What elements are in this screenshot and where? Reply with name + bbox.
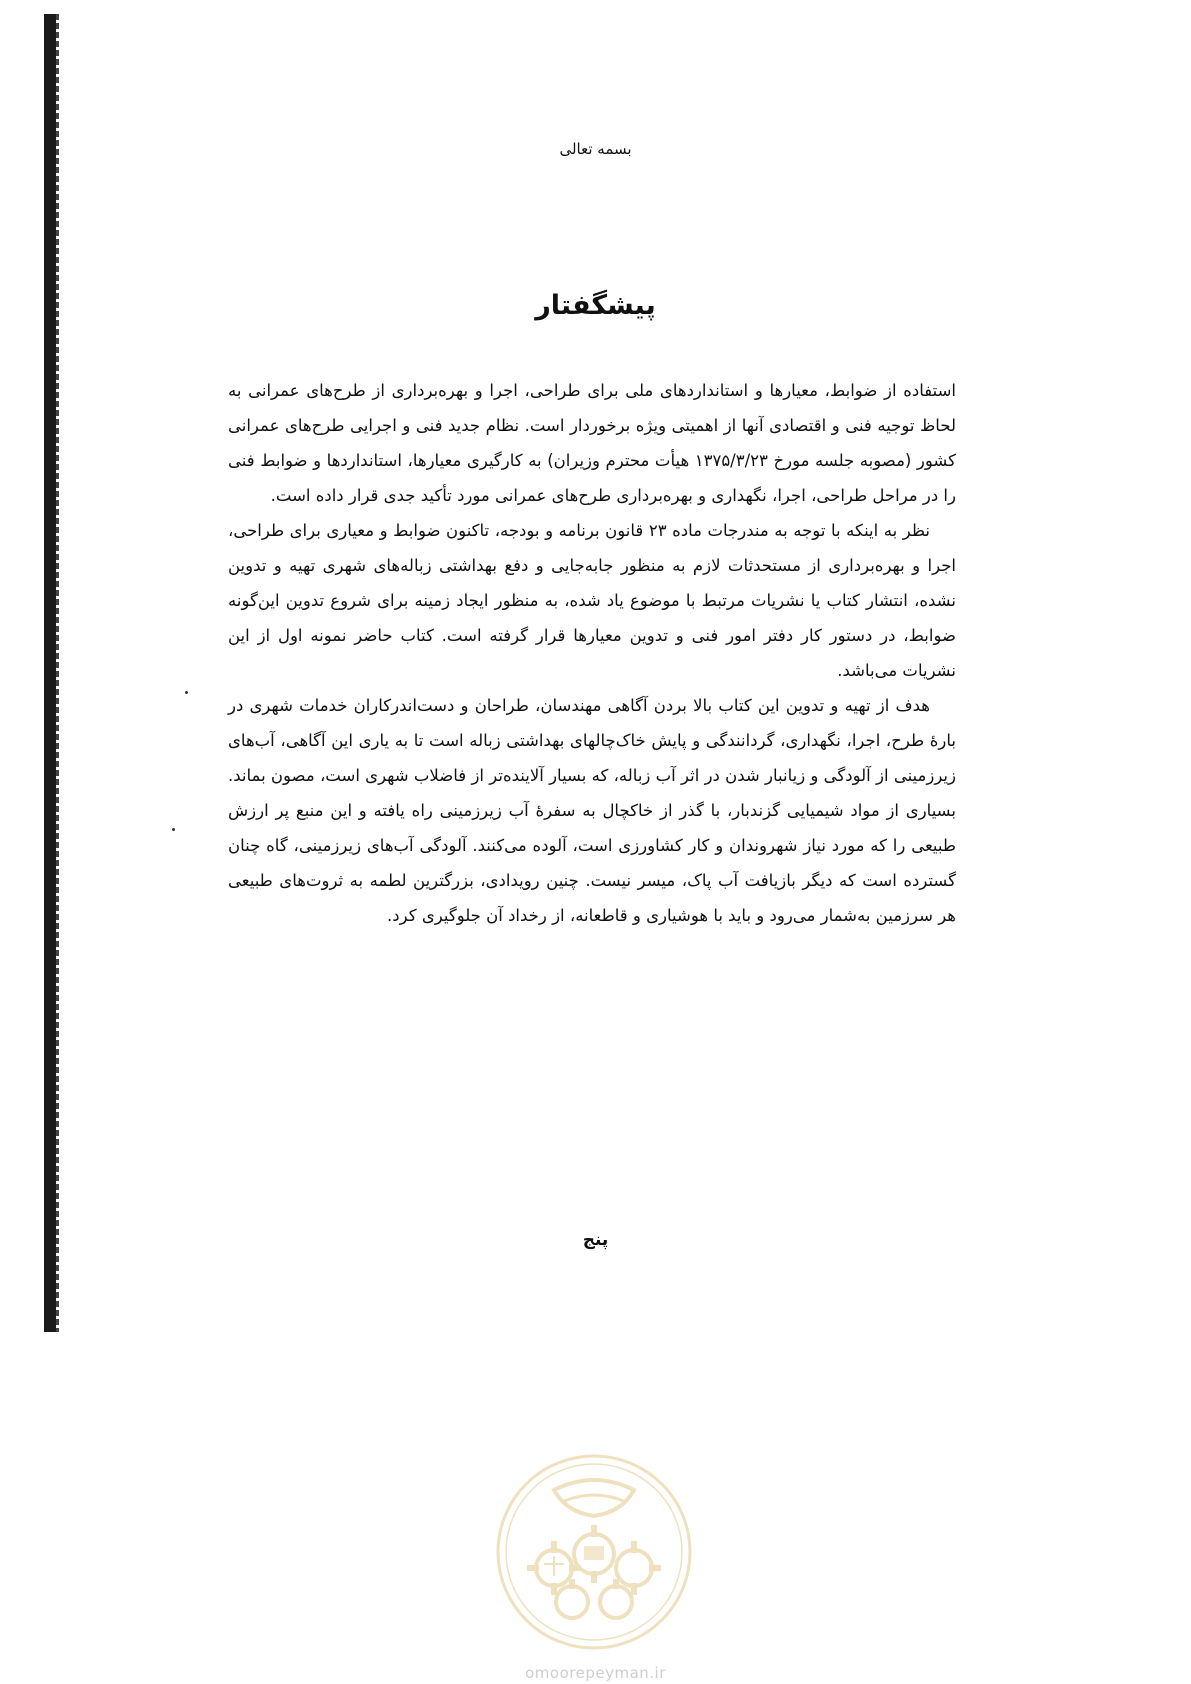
body-text xyxy=(228,373,956,933)
scan-binding-strip xyxy=(44,14,56,1332)
page-header-invocation: بسمه تعالی xyxy=(559,140,632,158)
paragraph-3: هدف از تهیه و تدوین این کتاب بالا بردن آگاهی مهندسان، طراحان و دست‌اندرکاران خدمات شهری در بارهٔ طرح، اجرا، نگهداری، گردانندگی و پایش خاک‌چالهای بهداشتی زباله است تا به یاری این آگاهی، آب‌های زیرزمینی از آلودگی و زیانبار شدن در اثر آب زباله، که بسیار آلاینده‌تر از فاضلاب شهری است، مصون بماند. بسیاری از مواد شیمیایی گزندبار، با گذر از خاکچال به سفرهٔ آب زیرزمینی راه یافته و این منبع پر ارزش طبیعی را که مورد نیاز شهروندان و کار کشاورزی است، آلوده می‌کنند. آلودگی آب‌های زیرزمینی، گاه چنان گسترده است که دیگر بازیافت آب پاک، میسر نیست. چنین رویدادی، بزرگترین لطمه به ثروت‌های طبیعی هر سرزمین به‌شمار می‌رود و باید با هوشیاری و قاطعانه، از رخداد آن جلوگیری کرد. xyxy=(228,696,956,925)
page-title: پیشگفتار xyxy=(535,290,656,321)
watermark-url: omoorepeyman.ir xyxy=(525,1664,666,1682)
scan-binding-edge xyxy=(56,14,59,1332)
page-number: پنج xyxy=(582,1230,609,1250)
paragraph-1: استفاده از ضوابط، معیارها و استانداردهای ملی برای طراحی، اجرا و بهره‌برداری از طرح‌های عمرانی به لحاظ توجیه فنی و اقتصادی آنها از اهمیتی ویژه برخوردار است. نظام جدید فنی و اجرایی طرح‌های عمرانی کشور (مصوبه جلسه مورخ ۱۳۷۵/۳/۲۳ هیأت محترم وزیران) به کارگیری معیارها، استانداردها و ضوابط فنی را در مراحل طراحی، اجرا، نگهداری و بهره‌برداری طرح‌های عمرانی مورد تأکید جدی قرار داده است. xyxy=(228,381,956,505)
stray-dot xyxy=(172,828,175,831)
paragraph-2: نظر به اینکه با توجه به مندرجات ماده ۲۳ قانون برنامه و بودجه، تاکنون ضوابط و معیاری برای طراحی، اجرا و بهره‌برداری از مستحدثات لازم به منظور جابه‌جایی و دفع بهداشتی زباله‌های شهری تهیه و تدوین نشده، انتشار کتاب یا نشریات مرتبط با موضوع یاد شده، به منظور ایجاد زمینه برای شروع تدوین این‌گونه ضوابط، در دستور کار دفتر امور فنی و تدوین معیارها قرار گرفته است. کتاب حاضر نمونه اول از این نشریات می‌باشد. xyxy=(228,521,956,680)
stray-dot xyxy=(185,691,188,694)
watermark-seal-icon xyxy=(492,1450,696,1654)
